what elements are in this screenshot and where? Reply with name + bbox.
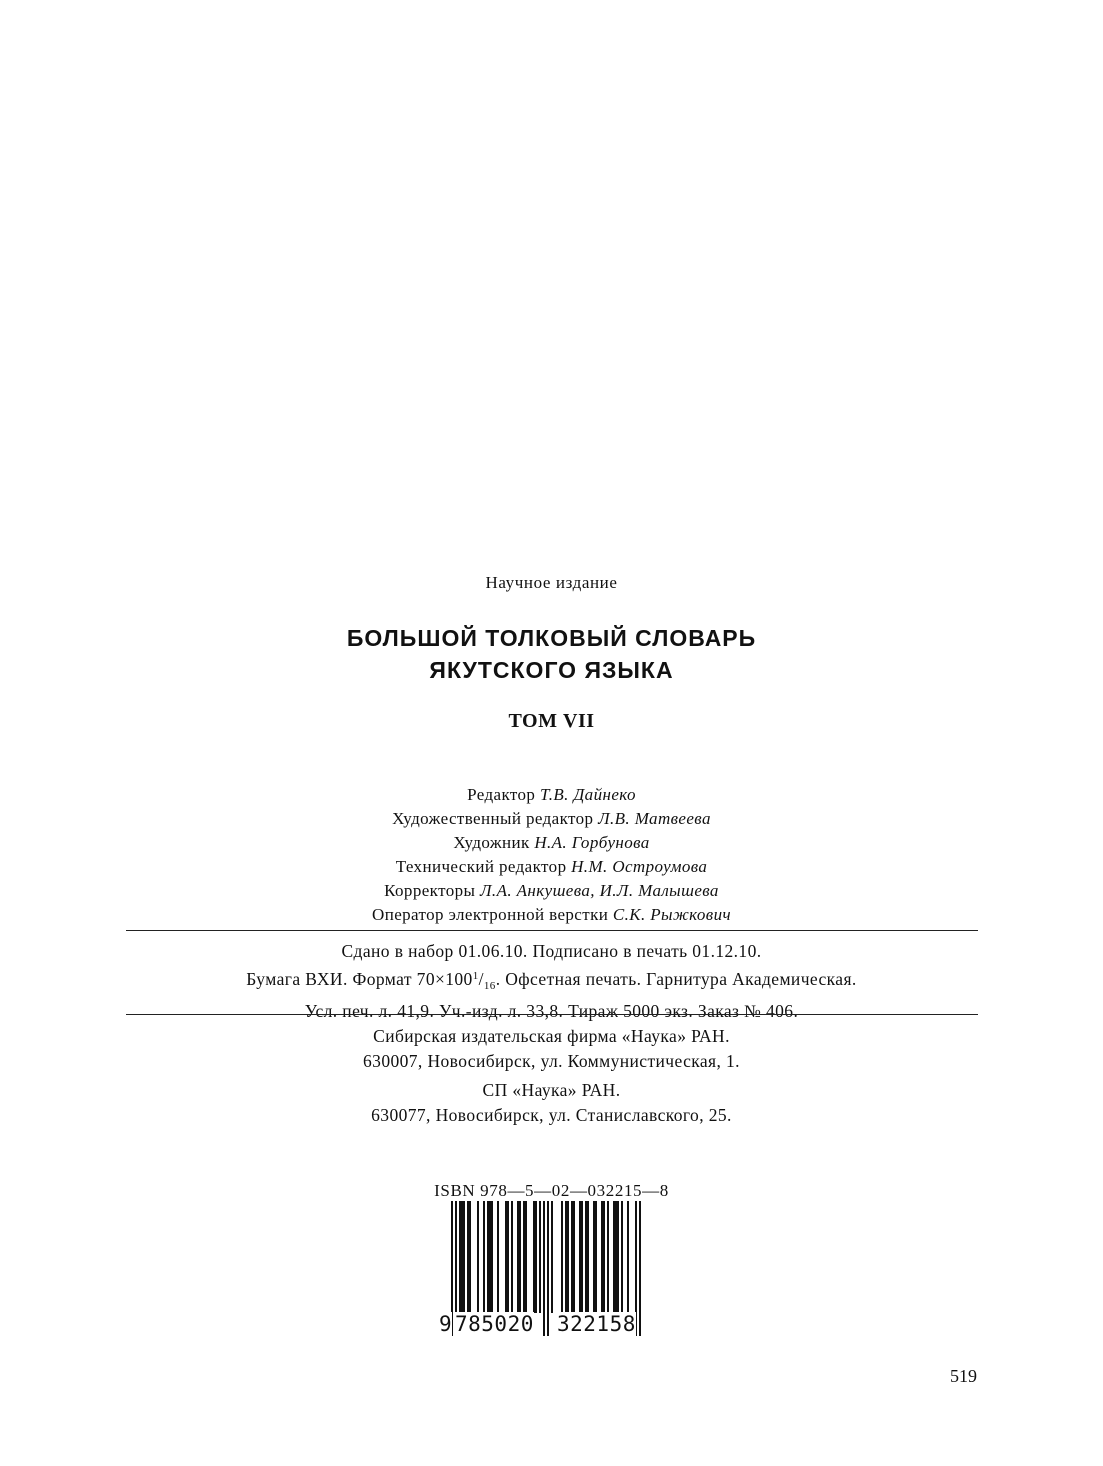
barcode-bar — [587, 1201, 589, 1313]
barcode-bar — [497, 1201, 499, 1313]
credit-line — [0, 855, 1103, 879]
barcode-bar — [489, 1201, 491, 1313]
barcode-first-digit: 9 — [439, 1312, 452, 1336]
barcode-bar — [491, 1201, 493, 1313]
barcode-bar — [459, 1201, 461, 1313]
publisher-line-2: 630007, Новосибирск, ул. Коммунистическая, 1. — [363, 1051, 740, 1071]
barcode-bar — [517, 1201, 519, 1313]
credit-role: Художник — [453, 833, 530, 852]
credit-line — [0, 903, 1103, 927]
book-title-line-2: ЯКУТСКОГО ЯЗЫКА — [429, 657, 674, 683]
book-title-line-1: БОЛЬШОЙ ТОЛКОВЫЙ СЛОВАРЬ — [346, 625, 757, 651]
divider-rule — [126, 930, 978, 931]
publisher-line-3: СП «Наука» РАН. — [482, 1080, 621, 1100]
page-number: 519 — [950, 1366, 977, 1386]
barcode-bar — [525, 1201, 527, 1313]
edition-type: Научное издание — [485, 573, 618, 592]
barcode-bar — [571, 1201, 573, 1313]
divider-rule — [126, 1014, 978, 1015]
credit-name: Л.В. Матвеева — [598, 809, 711, 828]
barcode-bar — [487, 1201, 489, 1313]
publisher-line-4: 630077, Новосибирск, ул. Станиславского, 25. — [371, 1105, 732, 1125]
barcode-bar — [601, 1201, 603, 1313]
barcode-bar — [627, 1201, 629, 1313]
print-info-line-3: Усл. печ. л. 41,9. Уч.-изд. л. 33,8. Тираж 5000 экз. Заказ № 406. — [304, 1001, 799, 1021]
barcode-bar — [505, 1201, 507, 1313]
publisher-line-1: Сибирская издательская фирма «Наука» РАН. — [373, 1026, 730, 1046]
credit-role: Оператор электронной верстки — [372, 905, 609, 924]
print-info-line-2: Бумага ВХИ. Формат $70\times 100^1/_{16}$. Офсетная печать. Гарнитура Академическая. — [246, 969, 857, 992]
barcode-bar — [621, 1201, 623, 1313]
barcode-left-group: 785020 — [455, 1312, 534, 1336]
barcode-bar — [617, 1201, 619, 1313]
credit-line — [0, 807, 1103, 831]
isbn-label: ISBN 978—5—02—032215—8 — [434, 1181, 669, 1200]
barcode-bar — [593, 1201, 595, 1313]
barcode-bar — [567, 1201, 569, 1313]
barcode-bar — [507, 1201, 509, 1313]
credit-name: Т.В. Дайнеко — [539, 785, 636, 804]
barcode-digits — [439, 1312, 657, 1336]
credit-role: Технический редактор — [395, 857, 567, 876]
barcode-bar — [615, 1201, 617, 1313]
credits-block — [0, 783, 1103, 927]
barcode-bar — [585, 1201, 587, 1313]
credit-name: Л.А. Анкушева, И.Л. Малышева — [480, 881, 719, 900]
credit-line — [0, 831, 1103, 855]
barcode-bar — [469, 1201, 471, 1313]
barcode-bar — [523, 1201, 525, 1313]
barcode-bar — [565, 1201, 567, 1313]
barcode-bar — [539, 1201, 541, 1313]
credit-line — [0, 783, 1103, 807]
barcode-bar — [607, 1201, 609, 1313]
barcode-bar — [463, 1201, 465, 1313]
barcode-right-group: 322158 — [557, 1312, 636, 1336]
publisher-block — [0, 1024, 1103, 1128]
credit-name: Н.М. Остроумова — [571, 857, 708, 876]
barcode-bar — [595, 1201, 597, 1313]
print-info-block — [0, 939, 1103, 1024]
credit-name: Н.А. Горбунова — [534, 833, 650, 852]
barcode-bar — [603, 1201, 605, 1313]
credit-line — [0, 879, 1103, 903]
barcode-bar — [613, 1201, 615, 1313]
barcode-bar — [581, 1201, 583, 1313]
barcode-bar — [579, 1201, 581, 1313]
credit-role: Редактор — [467, 785, 536, 804]
barcode-bar — [483, 1201, 485, 1313]
barcode-bar — [561, 1201, 563, 1313]
barcode-bar — [467, 1201, 469, 1313]
credit-role: Корректоры — [384, 881, 476, 900]
barcode-bar — [477, 1201, 479, 1313]
barcode-bar — [519, 1201, 521, 1313]
barcode-bar — [533, 1201, 535, 1313]
barcode-bar — [551, 1201, 553, 1313]
barcode-bar — [511, 1201, 513, 1313]
credit-role: Художественный редактор — [392, 809, 594, 828]
barcode-bar — [573, 1201, 575, 1313]
barcode-bar — [535, 1201, 537, 1313]
volume-label: ТОМ VII — [508, 710, 595, 732]
book-title — [0, 622, 1103, 686]
credit-name: С.К. Рыжкович — [612, 905, 731, 924]
barcode-bar — [461, 1201, 463, 1313]
print-info-line-1: Сдано в набор 01.06.10. Подписано в печать 01.12.10. — [341, 941, 762, 961]
